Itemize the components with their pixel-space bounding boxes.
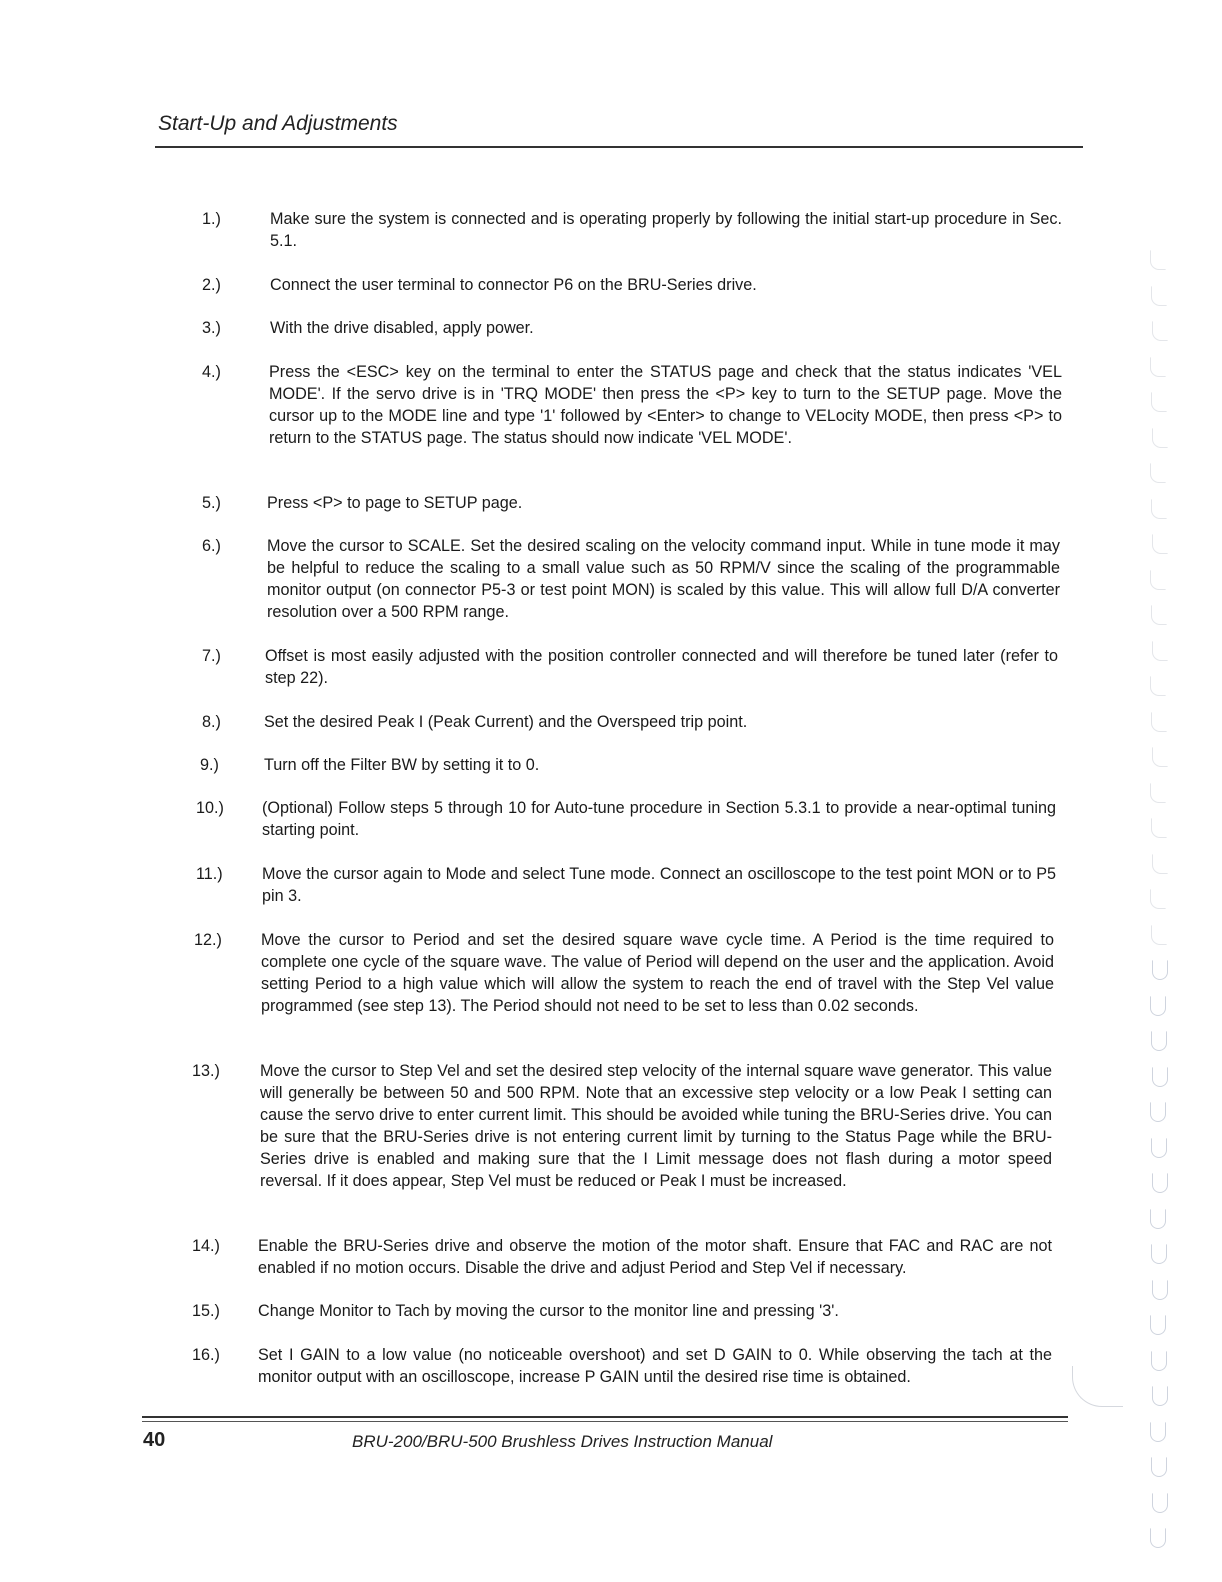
step-number: 10.)	[196, 799, 224, 817]
binder-mark	[1151, 712, 1167, 732]
step-number: 3.)	[202, 319, 221, 337]
binder-mark	[1151, 1351, 1167, 1371]
step-15	[190, 1300, 1052, 1322]
step-text: Move the cursor to Step Vel and set the desired step velocity of the internal square wave generator. This value will generally be between 50 and 500 RPM. Note that an excessive step velocity or a low Peak I setting can cause the servo drive to enter current limit. This should be avoided while tuning the BRU-Series drive. You can be sure that the BRU-Series drive is not entering current limit by turning to the Status Page while the BRU-Series drive is enabled and making sure that the I Limit message does not flash during a motor speed reversal. If it does appear, Step Vel must be reduced or Peak I must be increased.	[260, 1062, 1052, 1190]
binder-mark	[1150, 783, 1166, 803]
binder-mark	[1152, 1493, 1168, 1513]
step-text: Move the cursor to Period and set the desired square wave cycle time. A Period is the time required to complete one cycle of the square wave. The value of Period will depend on the user and the application. Avoid setting Period to a high value which will allow the system to reach the end of travel with the Step Vel value programmed (see step 13). The Period should not need to be set to less than 0.02 seconds.	[261, 931, 1054, 1015]
header-rule	[155, 146, 1083, 148]
binder-mark	[1152, 534, 1168, 554]
step-number: 5.)	[202, 494, 221, 512]
step-8	[200, 711, 1058, 733]
step-text: Make sure the system is connected and is operating properly by following the initial start-up procedure in Sec. 5.1.	[270, 210, 1062, 250]
step-number: 9.)	[200, 756, 219, 774]
binder-mark	[1151, 1138, 1167, 1158]
binder-mark	[1151, 286, 1167, 306]
step-text: (Optional) Follow steps 5 through 10 for Auto-tune procedure in Section 5.3.1 to provide a near-optimal tuning starting point.	[262, 799, 1056, 839]
step-10	[194, 797, 1056, 841]
binder-mark	[1152, 1067, 1168, 1087]
binder-mark	[1151, 1457, 1167, 1477]
step-number: 16.)	[192, 1346, 220, 1364]
step-12	[192, 929, 1054, 1017]
step-7	[200, 645, 1058, 689]
binder-mark	[1150, 570, 1166, 590]
step-number: 14.)	[192, 1237, 220, 1255]
footer-rule	[142, 1416, 1068, 1418]
step-6	[200, 535, 1060, 623]
footer-rule-secondary	[142, 1421, 1068, 1422]
binder-mark	[1151, 925, 1167, 945]
step-text: With the drive disabled, apply power.	[270, 319, 534, 337]
binder-mark	[1150, 357, 1166, 377]
step-16	[190, 1344, 1052, 1388]
step-number: 4.)	[202, 363, 221, 381]
step-1	[200, 208, 1062, 252]
binder-mark	[1152, 1173, 1168, 1193]
section-header: Start-Up and Adjustments	[158, 112, 398, 135]
step-number: 6.)	[202, 537, 221, 555]
step-text: Move the cursor to SCALE. Set the desired scaling on the velocity command input. While in tune mode it may be helpful to reduce the scaling to a small value such as 50 RPM/V since the scaling of the programmable monitor output (on connector P5-3 or test point MON) is scaled by this value. This will allow full D/A converter resolution over a 500 RPM range.	[267, 537, 1060, 621]
binder-mark	[1152, 1386, 1168, 1406]
binder-mark	[1151, 605, 1167, 625]
binder-mark	[1151, 818, 1167, 838]
step-2	[200, 274, 1062, 296]
step-4	[200, 361, 1062, 449]
step-text: Press <P> to page to SETUP page.	[267, 494, 523, 512]
step-number: 7.)	[202, 647, 221, 665]
step-text: Set the desired Peak I (Peak Current) and the Overspeed trip point.	[264, 713, 748, 731]
binder-mark	[1150, 1315, 1166, 1335]
binder-mark	[1152, 854, 1168, 874]
step-9	[198, 754, 1056, 776]
step-number: 8.)	[202, 713, 221, 731]
binder-mark	[1151, 499, 1167, 519]
step-text: Turn off the Filter BW by setting it to 0.	[264, 756, 540, 774]
binder-mark	[1150, 889, 1166, 909]
binder-mark	[1150, 1209, 1166, 1229]
binder-mark	[1151, 1244, 1167, 1264]
binder-mark	[1152, 428, 1168, 448]
step-text: Set I GAIN to a low value (no noticeable overshoot) and set D GAIN to 0. While observing the tach at the monitor output with an oscilloscope, increase P GAIN until the desired rise time is obtained.	[258, 1346, 1052, 1386]
binder-mark	[1150, 1422, 1166, 1442]
binder-mark	[1150, 463, 1166, 483]
step-number: 13.)	[192, 1062, 220, 1080]
binder-mark	[1152, 1280, 1168, 1300]
step-11	[194, 863, 1056, 907]
step-14	[190, 1235, 1052, 1279]
step-number: 15.)	[192, 1302, 220, 1320]
binder-mark	[1152, 321, 1168, 341]
binder-mark	[1152, 641, 1168, 661]
page-curl-shadow	[1072, 1366, 1123, 1407]
step-text: Change Monitor to Tach by moving the cursor to the monitor line and pressing '3'.	[258, 1302, 839, 1320]
binder-mark	[1150, 676, 1166, 696]
binder-mark	[1150, 1102, 1166, 1122]
binder-mark	[1150, 996, 1166, 1016]
step-number: 1.)	[202, 210, 221, 228]
step-text: Offset is most easily adjusted with the position controller connected and will therefore be tuned later (refer to step 22).	[265, 647, 1058, 687]
binder-mark	[1152, 960, 1168, 980]
binder-mark	[1150, 250, 1166, 270]
binder-mark	[1152, 747, 1168, 767]
binder-mark	[1151, 1031, 1167, 1051]
step-5	[200, 492, 1062, 514]
step-number: 11.)	[196, 865, 223, 883]
step-text: Connect the user terminal to connector P6 on the BRU-Series drive.	[270, 276, 757, 294]
step-number: 2.)	[202, 276, 221, 294]
step-text: Move the cursor again to Mode and select Tune mode. Connect an oscilloscope to the test point MON or to P5 pin 3.	[262, 865, 1056, 905]
binder-mark	[1151, 392, 1167, 412]
step-number: 12.)	[194, 931, 222, 949]
step-text: Press the <ESC> key on the terminal to enter the STATUS page and check that the status indicates 'VEL MODE'. If the servo drive is in 'TRQ MODE' then press the <P> key to turn to the SETUP page. Move the cursor up to the MODE line and type '1' followed by <Enter> to change to VELocity MODE, then press <P> to return to the STATUS page. The status should now indicate 'VEL MODE'.	[269, 363, 1062, 447]
step-13	[190, 1060, 1052, 1192]
step-3	[200, 317, 1062, 339]
binder-mark	[1150, 1528, 1166, 1548]
manual-title: BRU-200/BRU-500 Brushless Drives Instruction Manual	[352, 1432, 773, 1451]
step-text: Enable the BRU-Series drive and observe the motion of the motor shaft. Ensure that FAC and RAC are not enabled if no motion occurs. Disable the drive and adjust Period and Step Vel if necessary.	[258, 1237, 1052, 1277]
page-number: 40	[143, 1429, 166, 1451]
